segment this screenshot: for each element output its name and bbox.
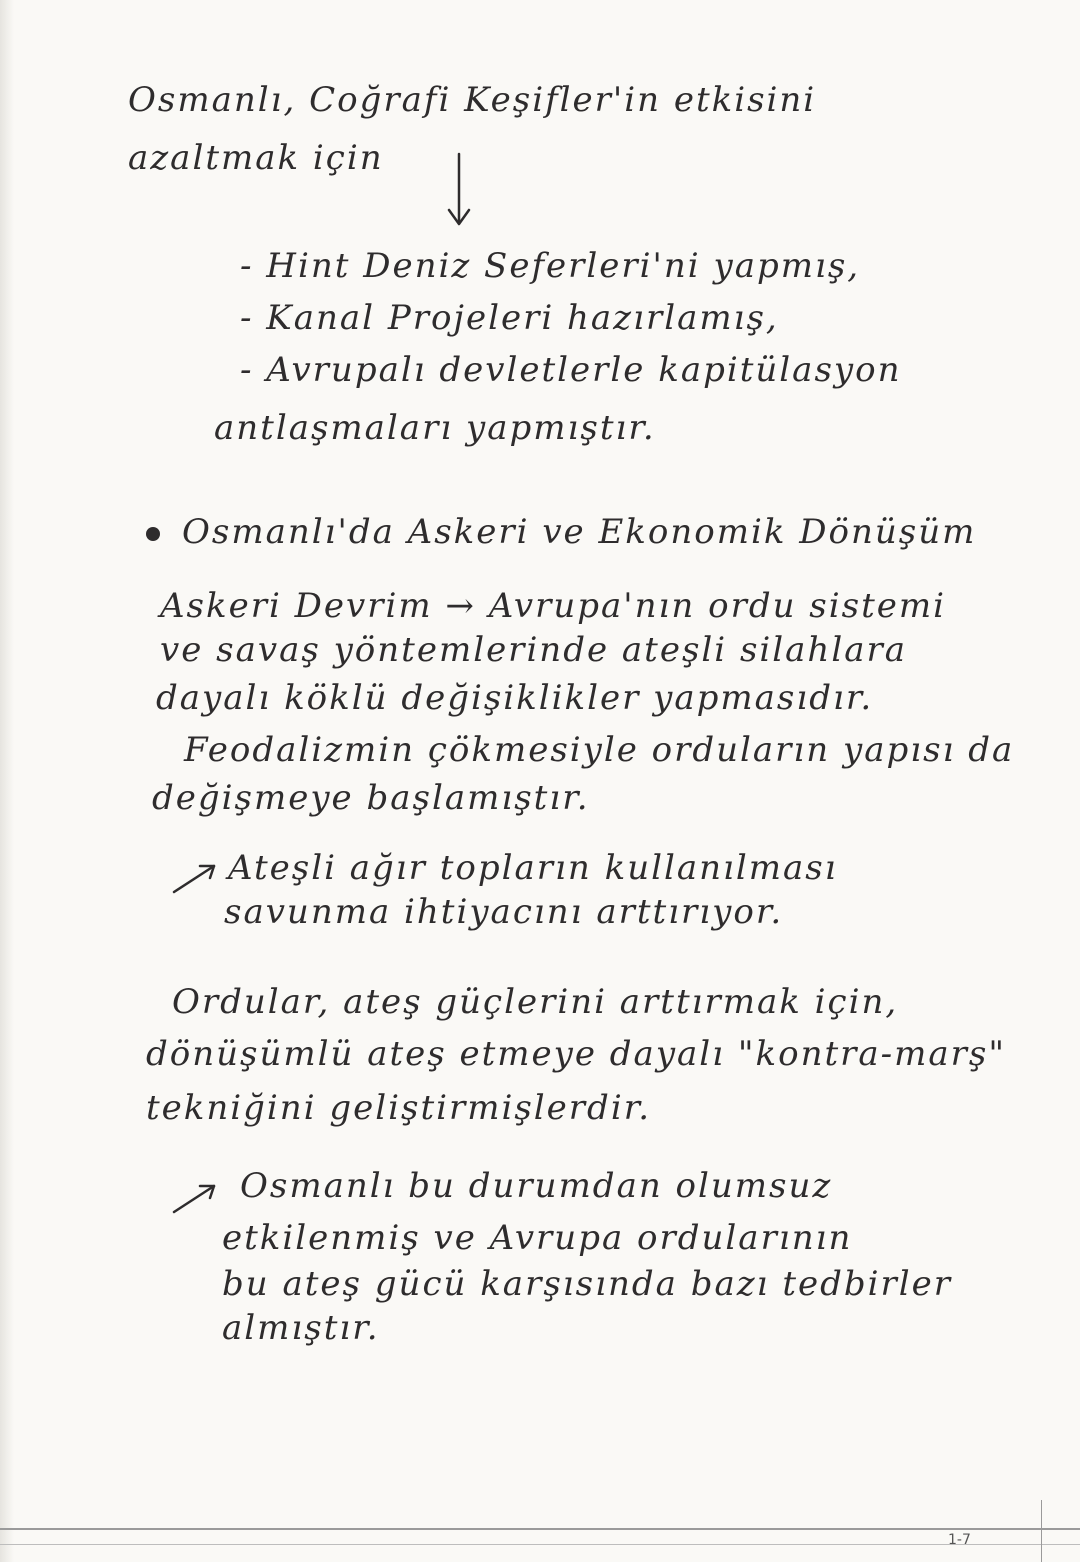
intro-line-2: azaltmak için: [128, 138, 384, 178]
feudalism-line-2: değişmeye başlamıştır.: [152, 778, 590, 818]
down-arrow-icon: [458, 152, 460, 222]
note2-line-3: bu ateş gücü karşısında bazı tedbirler: [222, 1264, 953, 1304]
note2-line-2: etkilenmiş ve Avrupa ordularının: [222, 1218, 853, 1258]
note2-line-4: almıştır.: [222, 1308, 380, 1348]
note2-line-1: Osmanlı bu durumdan olumsuz: [240, 1166, 833, 1206]
page-edge-divider: [0, 1528, 1080, 1530]
note1-line-1: Ateşli ağır topların kullanılması: [228, 848, 838, 888]
intro-line-1: Osmanlı, Coğrafi Keşifler'in etkisini: [128, 80, 817, 120]
page-edge-divider: [0, 1544, 1080, 1545]
feudalism-line-1: Feodalizmin çökmesiyle orduların yapısı da: [184, 730, 1015, 770]
measure-item-2: - Kanal Projeleri hazırlamış,: [240, 298, 779, 338]
armies-line-3: tekniğini geliştirmişlerdir.: [146, 1088, 652, 1128]
measure-item-3-continued: antlaşmaları yapmıştır.: [214, 408, 656, 448]
definition-line-1: Askeri Devrim → Avrupa'nın ordu sistemi: [160, 586, 946, 626]
note1-line-2: savunma ihtiyacını arttırıyor.: [224, 892, 784, 932]
definition-line-3: dayalı köklü değişiklikler yapmasıdır.: [156, 678, 874, 718]
armies-line-1: Ordular, ateş güçlerini arttırmak için,: [172, 982, 899, 1022]
page-number: 1-7: [948, 1532, 971, 1548]
northeast-arrow-icon: [170, 1178, 230, 1218]
section-heading: Osmanlı'da Askeri ve Ekonomik Dönüşüm: [182, 512, 977, 552]
bullet-icon: [146, 527, 160, 541]
northeast-arrow-icon: [170, 858, 230, 898]
definition-line-2: ve savaş yöntemlerinde ateşli silahlara: [160, 630, 907, 670]
measure-item-3: - Avrupalı devletlerle kapitülasyon: [240, 350, 902, 390]
measure-item-1: - Hint Deniz Seferleri'ni yapmış,: [240, 246, 861, 286]
armies-line-2: dönüşümlü ateş etmeye dayalı "kontra-marş": [146, 1034, 1006, 1074]
page-edge-divider: [1041, 1500, 1042, 1562]
